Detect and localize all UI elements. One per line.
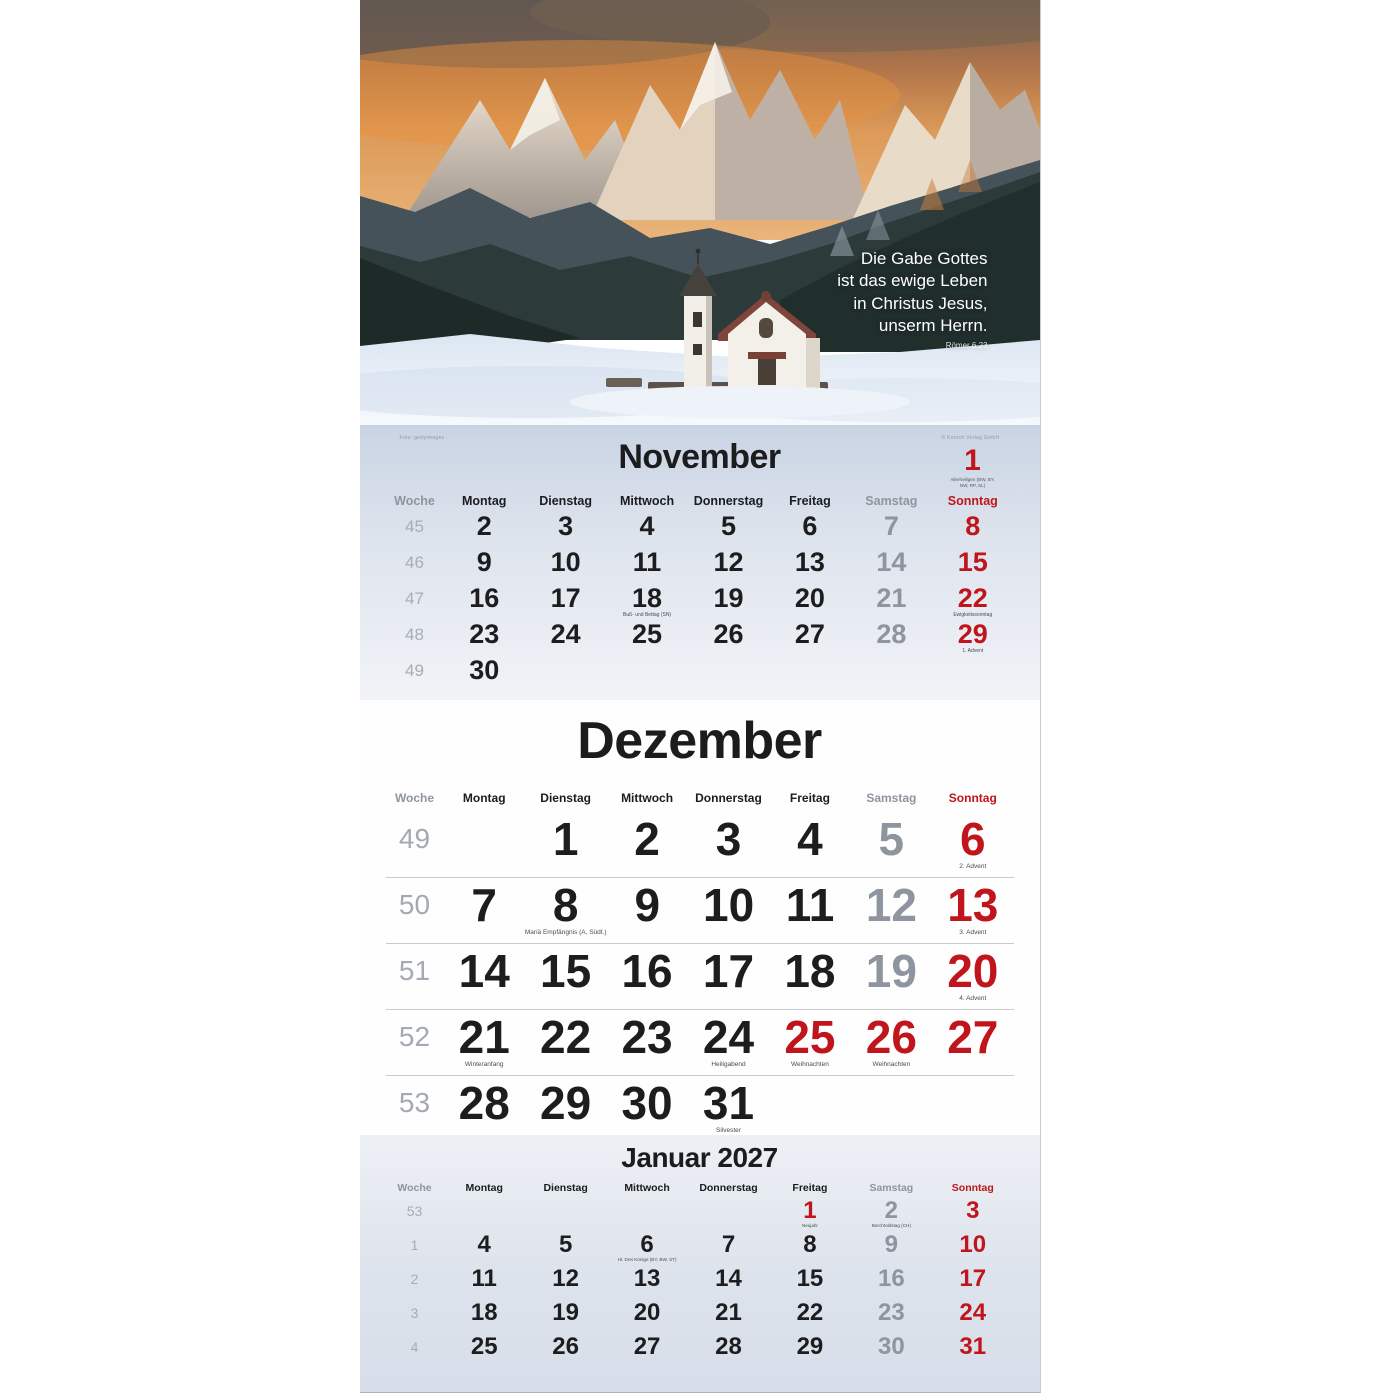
day-cell <box>444 1335 525 1359</box>
day-number: 25 <box>632 619 663 649</box>
day-cell <box>769 813 850 865</box>
day-number: 4 <box>477 1231 491 1258</box>
day-number: 16 <box>621 945 673 997</box>
photo-credit-left: Foto: gettyimages <box>399 435 445 441</box>
first-day-number: 1 <box>964 443 981 477</box>
day-number: 15 <box>540 945 592 997</box>
weekday-label-samstag: Samstag <box>865 494 918 508</box>
day-number: 15 <box>796 1265 824 1292</box>
day-cell <box>525 1233 606 1257</box>
publisher-credit: © Korsch Verlag GmbH <box>941 435 1000 441</box>
week-number: 1 <box>410 1237 419 1253</box>
week-number: 4 <box>410 1339 419 1355</box>
day-number: 18 <box>784 945 836 997</box>
day-cell <box>851 513 932 540</box>
day-number: 31 <box>959 1333 987 1360</box>
month-dezember <box>360 700 1040 1135</box>
chapel-window <box>759 318 773 338</box>
day-number: 24 <box>550 619 581 649</box>
day-number: 17 <box>550 583 581 613</box>
day-number: 9 <box>634 879 661 931</box>
day-cell <box>606 513 687 540</box>
day-number: 14 <box>458 945 510 997</box>
mountain-sunset-scene <box>360 0 1040 425</box>
three-month-wall-calendar <box>360 0 1041 1393</box>
day-cell <box>525 549 606 576</box>
day-number: 21 <box>715 1299 742 1326</box>
day-number: 18 <box>632 583 663 613</box>
day-cell <box>932 1011 1013 1063</box>
week-number: 51 <box>398 955 431 986</box>
day-number: 17 <box>959 1265 987 1292</box>
day-cell <box>688 585 769 612</box>
day-number: 14 <box>715 1265 742 1292</box>
tower-finial <box>695 249 700 254</box>
weekday-label-montag: Montag <box>461 494 507 508</box>
day-cell <box>606 585 687 618</box>
day-number: 11 <box>632 547 662 577</box>
holiday-label: 3. Advent <box>959 929 987 936</box>
day-cell <box>444 1011 525 1069</box>
day-cell <box>932 1233 1013 1257</box>
day-number: 7 <box>721 1231 736 1258</box>
day-cell <box>688 1011 769 1069</box>
holiday-label: Berchtoldstag (CH) <box>871 1223 911 1228</box>
months-root <box>360 425 1040 1392</box>
day-cell <box>444 621 525 648</box>
day-number: 10 <box>550 547 581 577</box>
week-row <box>386 585 1014 621</box>
day-cell <box>606 1267 687 1291</box>
verse-line: Die Gabe Gottes <box>860 249 988 268</box>
verse-reference: Römer 6,23 <box>945 340 988 350</box>
day-cell <box>444 657 525 684</box>
day-number: 23 <box>469 619 500 649</box>
day-cell <box>932 879 1013 937</box>
day-cell <box>606 1077 687 1129</box>
day-cell <box>525 1301 606 1325</box>
day-number: 29 <box>540 1077 592 1129</box>
day-number: 5 <box>720 511 736 541</box>
weekday-label-woche: Woche <box>394 494 435 508</box>
day-number: 27 <box>947 1011 999 1063</box>
day-number: 23 <box>878 1299 905 1326</box>
day-cell <box>688 879 769 931</box>
first-day-holiday-note: Allerheiligen (BW, BY, <box>950 476 995 482</box>
holiday-label: 1. Advent <box>962 648 984 654</box>
day-number: 22 <box>540 1011 592 1063</box>
day-number: 8 <box>803 1231 817 1258</box>
day-number: 2 <box>884 1197 899 1224</box>
day-cell <box>769 1267 850 1291</box>
day-number: 23 <box>621 1011 673 1063</box>
day-number: 25 <box>470 1333 498 1360</box>
holiday-label: Winteranfang <box>464 1061 504 1068</box>
day-cell <box>444 879 525 931</box>
day-cell <box>851 585 932 612</box>
day-number: 3 <box>558 511 574 541</box>
week-row <box>386 1335 1014 1369</box>
weekday-label-freitag: Freitag <box>789 494 831 508</box>
day-cell <box>606 1233 687 1263</box>
day-cell <box>606 1335 687 1359</box>
day-number: 21 <box>876 583 907 613</box>
chapel-door <box>758 359 776 385</box>
day-cell <box>606 621 687 648</box>
chapel-side <box>806 338 820 392</box>
day-number: 20 <box>794 583 825 613</box>
week-row <box>386 657 1014 693</box>
day-cell <box>769 879 850 931</box>
weekday-label-dienstag: Dienstag <box>540 791 591 805</box>
day-number: 3 <box>966 1197 980 1224</box>
day-cell <box>444 1267 525 1291</box>
day-number: 30 <box>878 1333 905 1360</box>
weekday-label-samstag: Samstag <box>866 791 917 805</box>
day-cell <box>688 1077 769 1135</box>
week-row <box>386 549 1014 585</box>
day-number: 12 <box>865 879 917 931</box>
day-number: 17 <box>702 945 755 997</box>
day-cell <box>769 1301 850 1325</box>
day-cell <box>688 1301 769 1325</box>
day-cell <box>851 1335 932 1359</box>
week-number: 46 <box>405 553 424 572</box>
day-cell <box>688 549 769 576</box>
day-number: 3 <box>715 813 742 865</box>
day-number: 6 <box>640 1231 654 1258</box>
first-day-highlight <box>930 443 1016 489</box>
day-cell <box>688 1267 769 1291</box>
day-cell <box>769 1011 850 1069</box>
day-cell <box>688 813 769 865</box>
holiday-label: Ewigkeitssonntag <box>953 612 993 618</box>
day-number: 10 <box>959 1231 987 1258</box>
holiday-label: 4. Advent <box>959 995 987 1002</box>
week-row <box>386 621 1014 657</box>
day-cell <box>606 945 687 997</box>
day-number: 11 <box>785 879 835 931</box>
day-number: 11 <box>471 1265 497 1292</box>
day-cell <box>769 1335 850 1359</box>
week-number: 49 <box>398 823 431 854</box>
weekday-label-samstag: Samstag <box>869 1182 914 1194</box>
day-cell <box>851 549 932 576</box>
stone-wall <box>606 378 642 387</box>
church-tower-shade <box>706 296 712 392</box>
week-row <box>386 1233 1014 1267</box>
week-number: 3 <box>410 1305 419 1321</box>
day-number: 9 <box>476 547 492 577</box>
verse-line: ist das ewige Leben <box>837 271 988 291</box>
day-number: 12 <box>552 1265 579 1292</box>
day-number: 27 <box>633 1333 661 1360</box>
day-number: 1 <box>803 1197 817 1224</box>
day-cell <box>606 1301 687 1325</box>
holiday-label: Weihnachten <box>791 1061 829 1068</box>
day-cell <box>524 879 607 937</box>
day-cell <box>525 585 606 612</box>
day-number: 16 <box>878 1265 905 1292</box>
day-cell <box>932 621 1013 654</box>
day-cell <box>444 585 525 612</box>
day-cell <box>607 879 688 931</box>
month-november <box>360 425 1040 700</box>
day-number: 15 <box>957 547 988 577</box>
tower-window <box>693 312 702 327</box>
weekday-label-montag: Montag <box>462 791 506 805</box>
holiday-label: Heiligabend <box>711 1061 746 1068</box>
month-header <box>386 700 1014 784</box>
day-cell <box>688 621 769 648</box>
weekday-label-dienstag: Dienstag <box>539 494 593 508</box>
day-number: 20 <box>633 1299 661 1326</box>
day-cell <box>525 1077 606 1129</box>
tower-window <box>693 344 702 355</box>
week-number: 49 <box>405 661 424 680</box>
verse-line: in Christus Jesus, <box>853 293 988 313</box>
snow-drift <box>570 386 910 418</box>
weekday-label-donnerstag: Donnerstag <box>695 791 762 805</box>
day-number: 31 <box>702 1077 755 1129</box>
day-cell <box>851 1199 932 1229</box>
day-cell <box>444 549 525 576</box>
day-number: 30 <box>469 655 500 685</box>
weekday-label-mittwoch: Mittwoch <box>621 791 674 805</box>
day-cell <box>688 1233 769 1257</box>
day-number: 2 <box>476 511 492 541</box>
week-number: 47 <box>405 589 424 608</box>
day-number: 5 <box>558 1231 573 1258</box>
week-row <box>386 1076 1014 1142</box>
weekday-label-woche: Woche <box>397 1182 432 1194</box>
day-number: 29 <box>796 1333 824 1360</box>
day-number: 8 <box>965 511 981 541</box>
weekday-header-row <box>386 784 1014 812</box>
month-header <box>386 425 1014 489</box>
day-cell <box>525 1335 606 1359</box>
month-title: Januar 2027 <box>621 1142 778 1173</box>
day-cell <box>769 621 850 648</box>
day-number: 26 <box>552 1333 579 1360</box>
day-cell <box>932 813 1013 871</box>
day-number: 24 <box>959 1299 987 1326</box>
day-number: 8 <box>552 879 579 931</box>
day-number: 29 <box>957 619 988 649</box>
weekday-label-freitag: Freitag <box>792 1182 828 1194</box>
day-cell <box>932 1335 1013 1359</box>
day-cell <box>606 549 687 576</box>
day-number: 26 <box>713 619 744 649</box>
weekday-header-row <box>386 489 1014 513</box>
week-row <box>386 1010 1014 1076</box>
day-number: 28 <box>876 619 907 649</box>
month-januar <box>360 1135 1040 1392</box>
day-cell <box>444 513 525 540</box>
holiday-label: Hl. Drei Könige (BY, BW, ST) <box>617 1257 677 1262</box>
day-number: 10 <box>703 879 755 931</box>
day-cell <box>525 513 606 540</box>
day-number: 6 <box>959 813 986 865</box>
day-number: 7 <box>471 879 497 931</box>
day-number: 25 <box>784 1011 836 1063</box>
day-cell <box>851 813 932 865</box>
day-cell <box>769 585 850 612</box>
day-cell <box>769 1199 850 1229</box>
week-number: 52 <box>398 1021 431 1052</box>
weekday-label-montag: Montag <box>465 1182 503 1194</box>
week-number: 45 <box>405 517 424 536</box>
day-number: 9 <box>884 1231 899 1258</box>
day-cell <box>688 1335 769 1359</box>
weekday-label-sonntag: Sonntag <box>948 791 997 805</box>
day-number: 1 <box>552 813 579 865</box>
weekday-label-woche: Woche <box>394 791 435 805</box>
weekday-label-freitag: Freitag <box>789 791 830 805</box>
day-cell <box>525 621 606 648</box>
week-number: 50 <box>398 889 431 920</box>
day-number: 28 <box>715 1333 742 1360</box>
day-cell <box>851 621 932 648</box>
day-cell <box>688 945 769 997</box>
holiday-label: Buß- und Bettag (SN) <box>623 612 672 618</box>
day-number: 22 <box>957 583 988 613</box>
day-number: 13 <box>794 547 825 577</box>
day-cell <box>851 879 932 931</box>
day-cell <box>851 1301 932 1325</box>
weekday-label-donnerstag: Donnerstag <box>693 494 764 508</box>
day-cell <box>851 945 932 997</box>
day-cell <box>525 945 606 997</box>
day-cell <box>932 513 1013 540</box>
weekday-label-dienstag: Dienstag <box>543 1182 588 1194</box>
day-cell <box>769 1233 850 1257</box>
day-cell <box>851 1233 932 1257</box>
weekday-label-mittwoch: Mittwoch <box>619 494 675 508</box>
holiday-label: Mariä Empfängnis (A, Südt.) <box>524 929 607 936</box>
calendar-photo <box>360 0 1040 425</box>
day-cell <box>525 813 606 865</box>
month-title: Dezember <box>577 712 822 770</box>
week-number: 53 <box>398 1087 431 1118</box>
holiday-label: Silvester <box>716 1127 741 1134</box>
day-number: 5 <box>878 813 905 865</box>
day-number: 2 <box>634 813 660 865</box>
weekday-label-sonntag: Sonntag <box>951 1182 994 1194</box>
day-cell <box>769 513 850 540</box>
week-row <box>386 812 1014 878</box>
day-cell <box>932 1267 1013 1291</box>
day-cell <box>851 1267 932 1291</box>
day-cell <box>525 1011 606 1063</box>
day-cell <box>769 549 850 576</box>
weekday-label-donnerstag: Donnerstag <box>699 1182 758 1194</box>
day-number: 21 <box>458 1011 510 1063</box>
day-number: 6 <box>802 511 818 541</box>
day-number: 4 <box>639 511 655 541</box>
day-cell <box>444 1077 525 1129</box>
first-day-holiday-note: NW, RP, SL) <box>959 483 986 489</box>
day-cell <box>444 945 525 997</box>
day-cell <box>932 1199 1013 1223</box>
holiday-label: Neujahr <box>801 1223 818 1228</box>
day-number: 30 <box>621 1077 673 1129</box>
day-number: 4 <box>797 813 823 865</box>
month-header <box>386 1135 1014 1177</box>
day-number: 19 <box>552 1299 579 1326</box>
verse-line: unserm Herrn. <box>878 316 988 336</box>
day-cell <box>932 1301 1013 1325</box>
holiday-label: 2. Advent <box>959 863 987 870</box>
day-cell <box>444 1301 525 1325</box>
day-number: 7 <box>883 511 899 541</box>
day-number: 13 <box>947 879 999 931</box>
weekday-label-mittwoch: Mittwoch <box>624 1182 670 1194</box>
day-number: 28 <box>458 1077 510 1129</box>
bible-verse <box>837 248 987 351</box>
day-number: 26 <box>865 1011 917 1063</box>
day-number: 18 <box>470 1299 498 1326</box>
day-number: 20 <box>947 945 999 997</box>
day-number: 27 <box>794 619 825 649</box>
day-cell <box>932 585 1013 618</box>
week-number: 53 <box>406 1203 423 1219</box>
week-row <box>386 944 1014 1010</box>
chapel-onion-dome <box>761 291 771 301</box>
day-number: 19 <box>865 945 917 997</box>
week-row <box>386 513 1014 549</box>
week-row <box>386 1301 1014 1335</box>
weekday-label-sonntag: Sonntag <box>947 494 998 508</box>
day-number: 14 <box>876 547 907 577</box>
weekday-header-row <box>386 1177 1014 1199</box>
day-number: 13 <box>633 1265 661 1292</box>
week-number: 2 <box>410 1271 419 1287</box>
day-cell <box>688 513 769 540</box>
week-row <box>386 1199 1014 1233</box>
day-number: 19 <box>713 583 744 613</box>
day-cell <box>606 813 687 865</box>
chapel-porch-roof <box>748 352 786 359</box>
day-cell <box>444 1233 525 1257</box>
day-number: 24 <box>702 1011 755 1063</box>
week-number: 48 <box>405 625 424 644</box>
day-number: 16 <box>469 583 500 613</box>
day-cell <box>525 1267 606 1291</box>
day-cell <box>932 549 1013 576</box>
day-cell <box>769 945 850 997</box>
day-cell <box>851 1011 932 1069</box>
week-row <box>386 1267 1014 1301</box>
day-number: 12 <box>713 547 744 577</box>
day-number: 22 <box>796 1299 824 1326</box>
holiday-label: Weihnachten <box>872 1061 911 1068</box>
day-cell <box>606 1011 687 1063</box>
week-row <box>386 878 1014 944</box>
day-cell <box>932 945 1013 1003</box>
month-title: November <box>618 438 781 476</box>
